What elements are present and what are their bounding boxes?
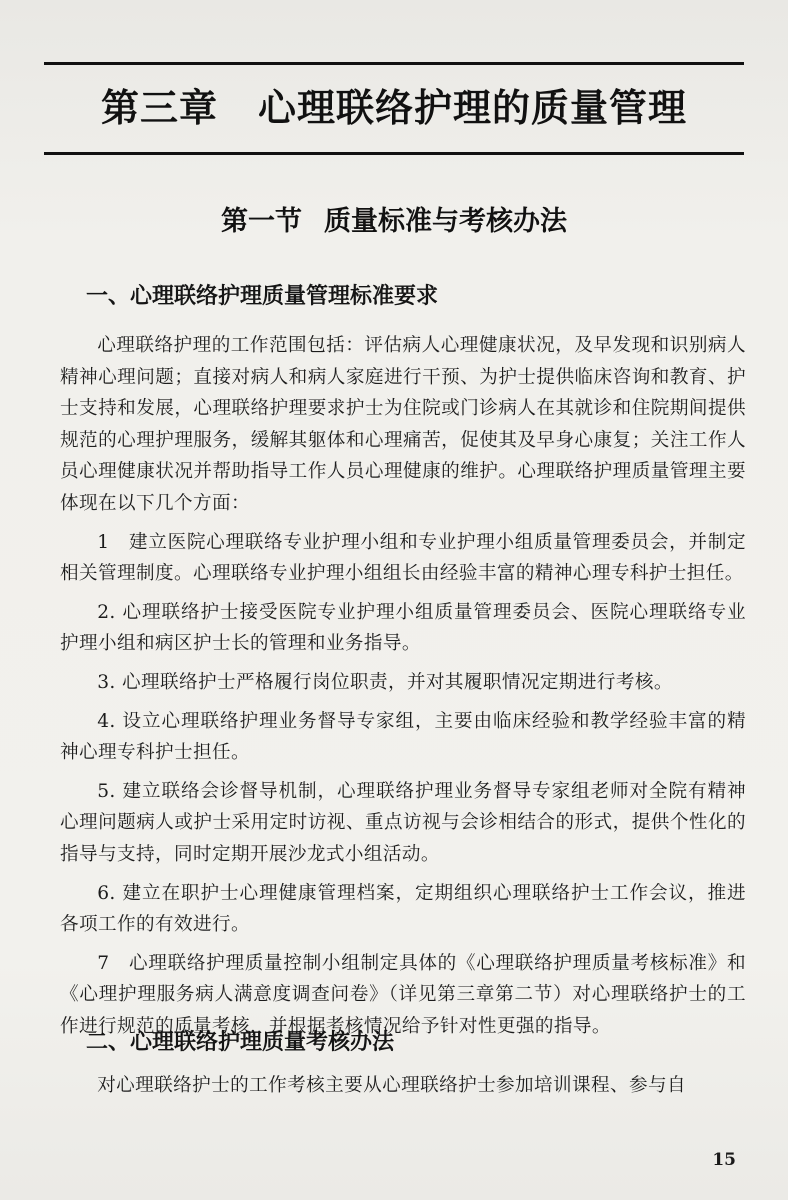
intro-paragraph: 心理联络护理的工作范围包括：评估病人心理健康状况，及早发现和识别病人精神心理问题；直接对病人和病人家庭进行干预、为护士提供临床咨询和教育、护士支持和发展，心理联络护理要求护士为住院或门诊病人在其就诊和住院期间提供规范的心理护理服务，缓解其躯体和心理痛苦，促使其及早身心康复；关注工作人员心理健康状况并帮助指导工作人员心理健康的维护。心理联络护理质量管理主要体现在以下几个方面：: [60, 335, 746, 514]
page-number: 15: [712, 1150, 736, 1170]
chapter-name: 心理联络护理的质量管理: [258, 86, 688, 130]
list-item: 7 心理联络护理质量控制小组制定具体的《心理联络护理质量考核标准》和《心理护理服务病人满意度调查问卷》（详见第三章第二节）对心理联络护士的工作进行规范的质量考核，并根据考核情况给予针对性更强的指导。: [60, 952, 746, 1037]
list-item: 6. 建立在职护士心理健康管理档案，定期组织心理联络护士工作会议，推进各项工作的有效进行。: [60, 882, 746, 936]
closing-text: [60, 1070, 746, 1102]
bleed-through-shadow: [70, 6, 770, 86]
chapter-number: 第三章: [100, 86, 218, 130]
chapter-rule-bottom: [44, 152, 744, 155]
heading-assessment: 二、心理联络护理质量考核办法: [86, 1030, 395, 1055]
closing-paragraph: 对心理联络护士的工作考核主要从心理联络护士参加培训课程、参与自: [97, 1075, 686, 1096]
section-number: 第一节: [221, 206, 302, 237]
section-name: 质量标准与考核办法: [324, 206, 567, 237]
list-item: 1 建立医院心理联络专业护理小组和专业护理小组质量管理委员会，并制定相关管理制度。心理联络专业护理小组组长由经验丰富的精神心理专科护士担任。: [60, 531, 746, 585]
list-item: 5. 建立联络会诊督导机制，心理联络护理业务督导专家组老师对全院有精神心理问题病人或护士采用定时访视、重点访视与会诊相结合的形式，提供个性化的指导与支持，同时定期开展沙龙式小组活动。: [60, 780, 746, 865]
body-text: [60, 330, 746, 1042]
list-item: 4. 设立心理联络护理业务督导专家组，主要由临床经验和教学经验丰富的精神心理专科护士担任。: [60, 710, 746, 764]
chapter-title: [44, 76, 744, 140]
chapter-rule-top: [44, 62, 744, 65]
list-item: 2. 心理联络护士接受医院专业护理小组质量管理委员会、医院心理联络专业护理小组和病区护士长的管理和业务指导。: [60, 601, 746, 655]
list-item: 3. 心理联络护士严格履行岗位职责，并对其履职情况定期进行考核。: [97, 671, 673, 693]
heading-standards: 一、心理联络护理质量管理标准要求: [86, 284, 439, 309]
section-title: [44, 200, 744, 244]
